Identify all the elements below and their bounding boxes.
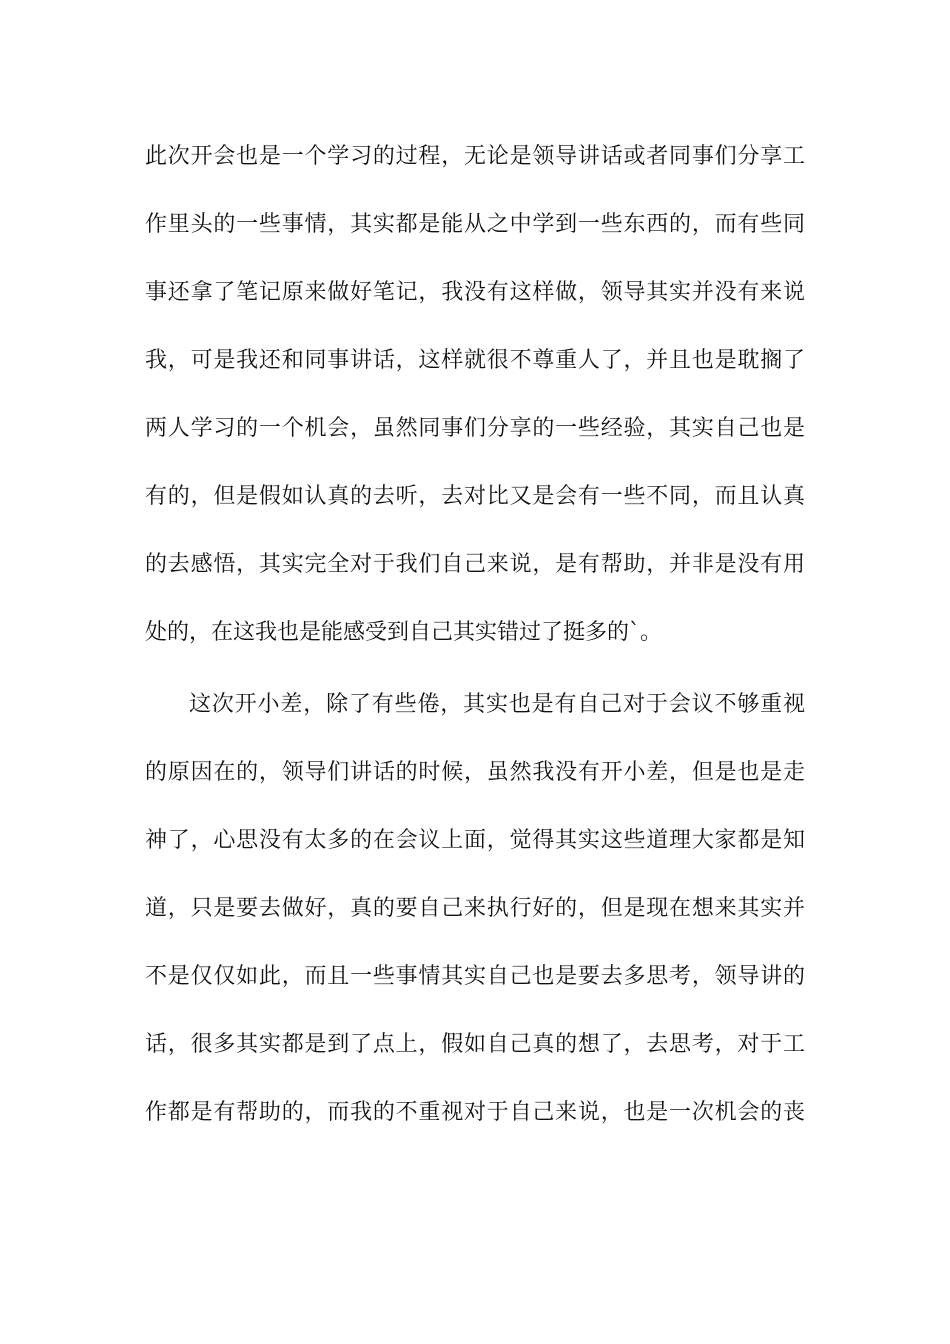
paragraph-2-line-3: 神了，心思没有太多的在会议上面，觉得其实这些道理大家都是知 <box>145 828 805 853</box>
paragraph-1-line-7: 的去感悟，其实完全对于我们自己来说，是有帮助，并非是没有用 <box>145 552 805 577</box>
paragraph-1-line-4: 我，可是我还和同事讲话，这样就很不尊重人了，并且也是耽搁了 <box>145 348 805 373</box>
paragraph-2-line-2: 的原因在的，领导们讲话的时候，虽然我没有开小差，但是也是走 <box>145 760 805 785</box>
paragraph-2-line-7: 作都是有帮助的，而我的不重视对于自己来说，也是一次机会的丧 <box>145 1100 805 1125</box>
paragraph-1-line-8: 处的，在这我也是能感受到自己其实错过了挺多的`。 <box>145 620 663 645</box>
paragraph-2-line-5: 不是仅仅如此，而且一些事情其实自己也是要去多思考，领导讲的 <box>145 964 805 989</box>
paragraph-2-line-6: 话，很多其实都是到了点上，假如自己真的想了，去思考，对于工 <box>145 1032 805 1057</box>
paragraph-1-line-2: 作里头的一些事情，其实都是能从之中学到一些东西的，而有些同 <box>145 212 805 237</box>
paragraph-1-line-1: 此次开会也是一个学习的过程，无论是领导讲话或者同事们分享工 <box>145 144 805 169</box>
paragraph-1-line-5: 两人学习的一个机会，虽然同事们分享的一些经验，其实自己也是 <box>145 416 805 441</box>
paragraph-2-line-1: 这次开小差，除了有些倦，其实也是有自己对于会议不够重视 <box>189 692 805 717</box>
paragraph-1-line-6: 有的，但是假如认真的去听，去对比又是会有一些不同，而且认真 <box>145 484 805 509</box>
paragraph-1-line-3: 事还拿了笔记原来做好笔记，我没有这样做，领导其实并没有来说 <box>145 280 805 305</box>
paragraph-2-line-4: 道，只是要去做好，真的要自己来执行好的，但是现在想来其实并 <box>145 896 805 921</box>
